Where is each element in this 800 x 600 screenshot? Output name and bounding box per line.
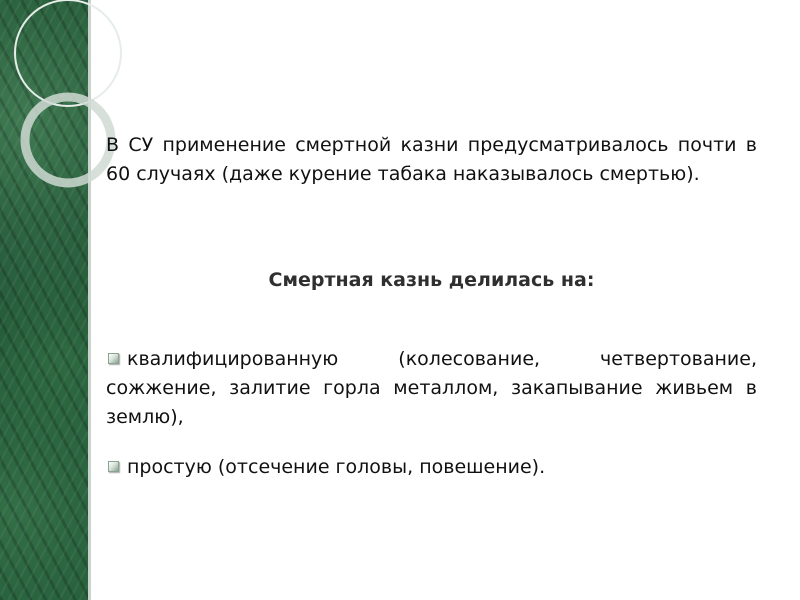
list-item-text: квалифицированную (колесование, четвертование, сожжение, залитие горла металлом, закапывание живьем в землю), [106,348,757,428]
list-item-text: простую (отсечение головы, повешение). [127,456,546,478]
intro-paragraph: В СУ применение смертной казни предусматривалось почти в 60 случаях (даже курение табака наказывалось смертью). [106,134,757,185]
square-bullet-icon [108,461,119,472]
execution-types-list [106,345,757,432]
list-item-qualified [106,345,757,432]
square-bullet-icon [108,353,119,364]
execution-types-list-continued [106,453,757,482]
section-heading: Смертная казнь делилась на: [268,269,595,291]
list-item-simple [106,453,757,482]
